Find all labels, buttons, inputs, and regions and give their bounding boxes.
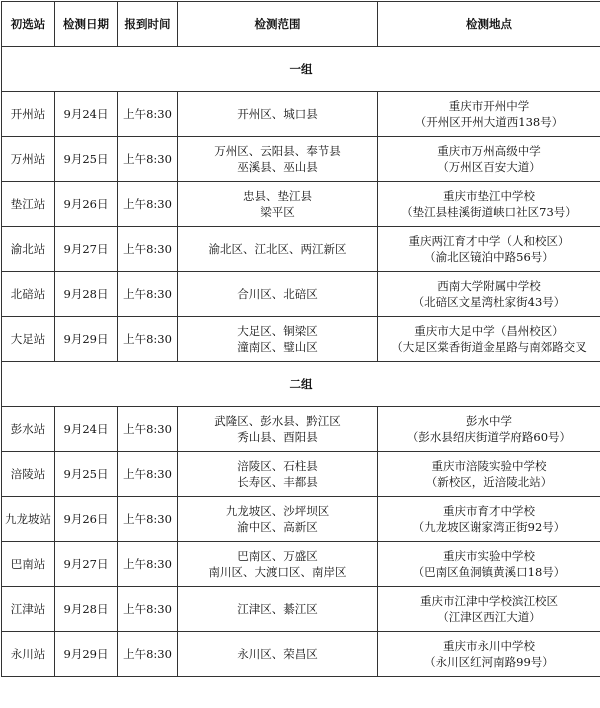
scope-line: 永川区、荣昌区	[180, 646, 375, 662]
location-cell	[378, 587, 600, 632]
time-cell: 上午8:30	[118, 632, 178, 677]
scope-cell	[178, 137, 378, 182]
table-row	[2, 452, 600, 497]
location-line: （大足区棠香街道金星路与南郊路交叉	[380, 339, 598, 355]
table-row	[2, 317, 600, 362]
table-row	[2, 497, 600, 542]
location-line: 重庆市涪陵实验中学校	[380, 458, 598, 474]
station-cell: 万州站	[2, 137, 55, 182]
location-line: 重庆市江津中学校滨江校区	[380, 593, 598, 609]
table-row	[2, 227, 600, 272]
scope-cell	[178, 182, 378, 227]
station-cell: 涪陵站	[2, 452, 55, 497]
time-cell: 上午8:30	[118, 182, 178, 227]
scope-line: 渝北区、江北区、两江新区	[180, 241, 375, 257]
location-line: （万州区百安大道）	[380, 159, 598, 175]
location-line: （新校区，近涪陵北站）	[380, 474, 598, 490]
header-row	[2, 2, 600, 47]
date-cell: 9月24日	[55, 92, 118, 137]
scope-line: 南川区、大渡口区、南岸区	[180, 564, 375, 580]
location-line: 西南大学附属中学校	[380, 278, 598, 294]
scope-line: 渝中区、高新区	[180, 519, 375, 535]
location-line: 重庆市永川中学校	[380, 638, 598, 654]
group-row	[2, 47, 600, 92]
scope-cell	[178, 452, 378, 497]
table-row	[2, 182, 600, 227]
location-line: 重庆市实验中学校	[380, 548, 598, 564]
time-cell: 上午8:30	[118, 497, 178, 542]
header-date: 检测日期	[55, 2, 118, 47]
date-cell: 9月27日	[55, 542, 118, 587]
scope-line: 武隆区、彭水县、黔江区	[180, 413, 375, 429]
location-cell	[378, 317, 600, 362]
station-cell: 彭水站	[2, 407, 55, 452]
location-line: （永川区红河南路99号）	[380, 654, 598, 670]
scope-line: 梁平区	[180, 204, 375, 220]
location-cell	[378, 272, 600, 317]
scope-line: 巴南区、万盛区	[180, 548, 375, 564]
location-line: （彭水县绍庆街道学府路60号）	[380, 429, 598, 445]
date-cell: 9月25日	[55, 452, 118, 497]
header-station: 初选站	[2, 2, 55, 47]
table-body	[2, 47, 600, 677]
time-cell: 上午8:30	[118, 272, 178, 317]
header-location: 检测地点	[378, 2, 600, 47]
group-title: 一组	[2, 47, 600, 92]
time-cell: 上午8:30	[118, 452, 178, 497]
time-cell: 上午8:30	[118, 92, 178, 137]
scope-cell	[178, 227, 378, 272]
scope-line: 江津区、綦江区	[180, 601, 375, 617]
station-cell: 北碚站	[2, 272, 55, 317]
scope-line: 潼南区、璧山区	[180, 339, 375, 355]
table-row	[2, 632, 600, 677]
location-cell	[378, 542, 600, 587]
scope-line: 万州区、云阳县、奉节县	[180, 143, 375, 159]
location-line: 重庆两江育才中学（人和校区）	[380, 233, 598, 249]
time-cell: 上午8:30	[118, 542, 178, 587]
scope-line: 忠县、垫江县	[180, 188, 375, 204]
station-cell: 大足站	[2, 317, 55, 362]
station-cell: 九龙坡站	[2, 497, 55, 542]
schedule-table	[1, 1, 600, 677]
date-cell: 9月26日	[55, 182, 118, 227]
table-row	[2, 137, 600, 182]
location-cell	[378, 137, 600, 182]
location-line: 重庆市开州中学	[380, 98, 598, 114]
date-cell: 9月27日	[55, 227, 118, 272]
date-cell: 9月28日	[55, 272, 118, 317]
scope-line: 涪陵区、石柱县	[180, 458, 375, 474]
location-cell	[378, 497, 600, 542]
location-cell	[378, 632, 600, 677]
time-cell: 上午8:30	[118, 317, 178, 362]
time-cell: 上午8:30	[118, 407, 178, 452]
date-cell: 9月26日	[55, 497, 118, 542]
station-cell: 巴南站	[2, 542, 55, 587]
header-scope: 检测范围	[178, 2, 378, 47]
location-cell	[378, 407, 600, 452]
table-row	[2, 407, 600, 452]
station-cell: 垫江站	[2, 182, 55, 227]
location-cell	[378, 182, 600, 227]
scope-cell	[178, 632, 378, 677]
location-line: （江津区西江大道）	[380, 609, 598, 625]
group-title: 二组	[2, 362, 600, 407]
scope-line: 九龙坡区、沙坪坝区	[180, 503, 375, 519]
location-line: （北碚区文星湾杜家街43号）	[380, 294, 598, 310]
table-row	[2, 587, 600, 632]
scope-cell	[178, 317, 378, 362]
time-cell: 上午8:30	[118, 137, 178, 182]
scope-cell	[178, 272, 378, 317]
location-line: 重庆市万州高级中学	[380, 143, 598, 159]
station-cell: 开州站	[2, 92, 55, 137]
location-line: 重庆市大足中学（昌州校区）	[380, 323, 598, 339]
table-row	[2, 272, 600, 317]
location-line: 彭水中学	[380, 413, 598, 429]
station-cell: 永川站	[2, 632, 55, 677]
scope-line: 巫溪县、巫山县	[180, 159, 375, 175]
location-line: （渝北区镜泊中路56号）	[380, 249, 598, 265]
date-cell: 9月24日	[55, 407, 118, 452]
location-line: （巴南区鱼洞镇黄溪口18号）	[380, 564, 598, 580]
location-cell	[378, 227, 600, 272]
time-cell: 上午8:30	[118, 227, 178, 272]
scope-cell	[178, 92, 378, 137]
scope-line: 合川区、北碚区	[180, 286, 375, 302]
location-cell	[378, 92, 600, 137]
scope-cell	[178, 587, 378, 632]
location-line: （九龙坡区谢家湾正街92号）	[380, 519, 598, 535]
location-line: （垫江县桂溪街道峡口社区73号）	[380, 204, 598, 220]
time-cell: 上午8:30	[118, 587, 178, 632]
table-row	[2, 542, 600, 587]
date-cell: 9月28日	[55, 587, 118, 632]
group-row	[2, 362, 600, 407]
scope-cell	[178, 542, 378, 587]
location-cell	[378, 452, 600, 497]
scope-cell	[178, 497, 378, 542]
scope-line: 秀山县、酉阳县	[180, 429, 375, 445]
header-time: 报到时间	[118, 2, 178, 47]
location-line: 重庆市育才中学校	[380, 503, 598, 519]
location-line: （开州区开州大道西138号）	[380, 114, 598, 130]
date-cell: 9月29日	[55, 317, 118, 362]
location-line: 重庆市垫江中学校	[380, 188, 598, 204]
station-cell: 渝北站	[2, 227, 55, 272]
date-cell: 9月29日	[55, 632, 118, 677]
date-cell: 9月25日	[55, 137, 118, 182]
scope-cell	[178, 407, 378, 452]
scope-line: 大足区、铜梁区	[180, 323, 375, 339]
scope-line: 开州区、城口县	[180, 106, 375, 122]
table-row	[2, 92, 600, 137]
station-cell: 江津站	[2, 587, 55, 632]
scope-line: 长寿区、丰都县	[180, 474, 375, 490]
